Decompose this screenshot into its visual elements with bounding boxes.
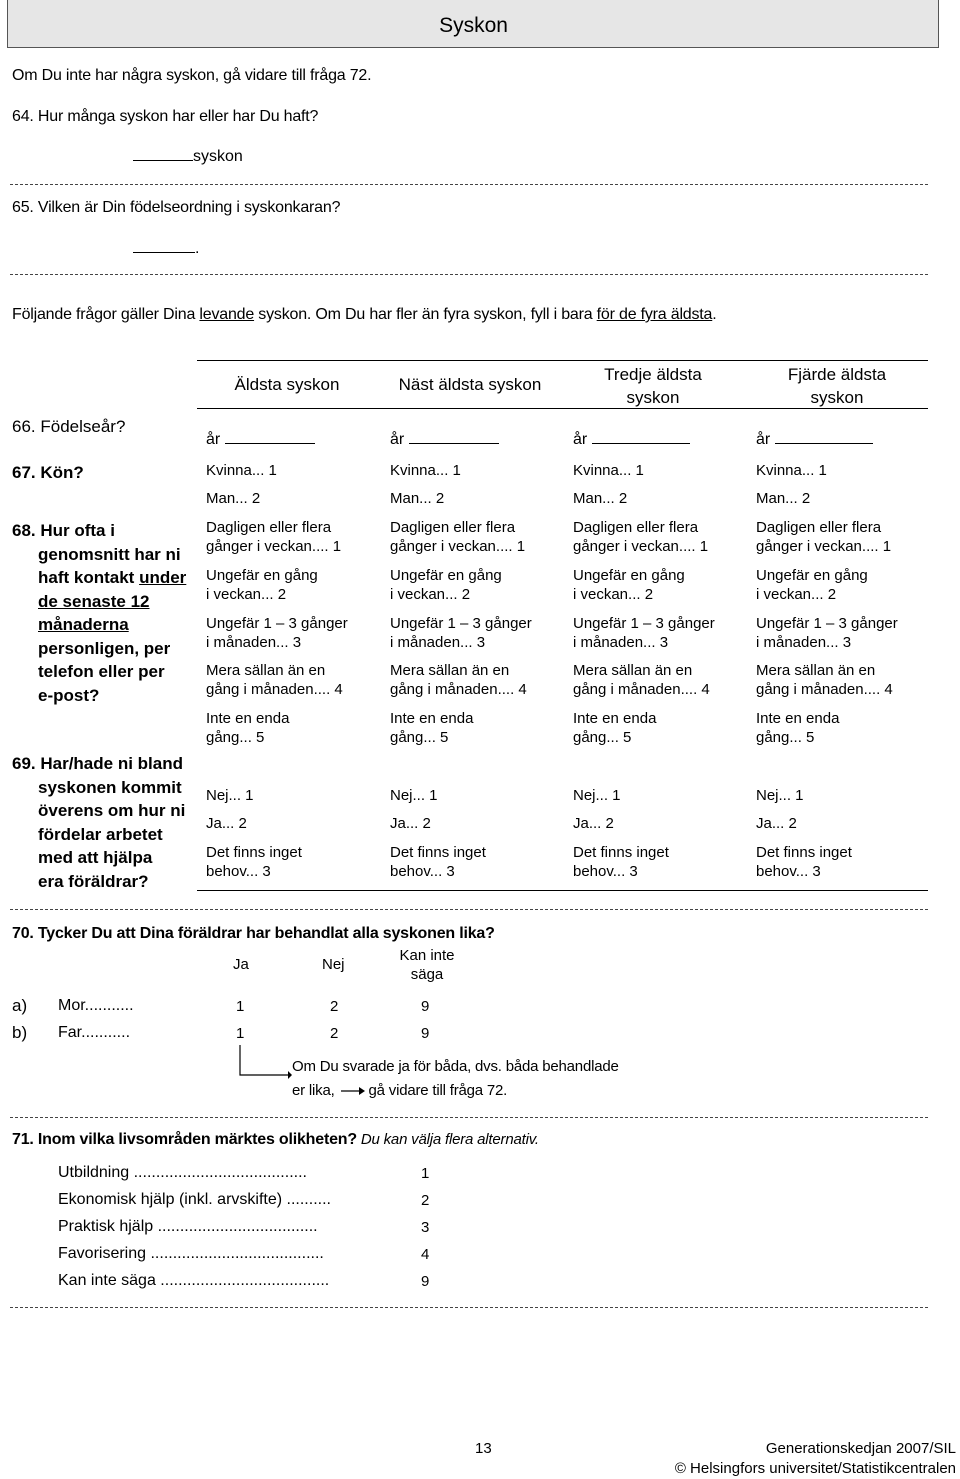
divider bbox=[10, 1307, 928, 1308]
q67-kvinna-option-1[interactable]: Kvinna... 1 bbox=[206, 462, 277, 479]
q70-row-b-label: Far........... bbox=[58, 1024, 131, 1041]
q70-col-ja: Ja bbox=[233, 956, 249, 973]
q69-option-3-col-3[interactable]: Det finns inget behov... 3 bbox=[573, 844, 669, 880]
q69-option-2-col-3[interactable]: Ja... 2 bbox=[573, 815, 614, 832]
col-head-1: Äldsta syskon bbox=[234, 375, 340, 394]
col-head-4: Fjärde äldsta syskon bbox=[787, 365, 887, 407]
q64-unit: syskon bbox=[193, 148, 243, 165]
q64-input[interactable] bbox=[133, 160, 193, 161]
q71-item-code[interactable]: 1 bbox=[421, 1165, 430, 1182]
q70-col-kan: Kan inte säga bbox=[399, 947, 455, 983]
q71-item-label: Favorisering ....................................... bbox=[58, 1245, 324, 1262]
q71-item-label: Utbildning ....................................... bbox=[58, 1164, 307, 1181]
q70-row-a-code-2[interactable]: 2 bbox=[330, 998, 339, 1015]
section-title: Syskon bbox=[439, 14, 508, 37]
q68-option-1-col-3[interactable]: Dagligen eller flera gånger i veckan.... 1 bbox=[573, 519, 709, 555]
intro-text: Om Du inte har några syskon, gå vidare till fråga 72. bbox=[12, 67, 372, 84]
q69-option-2-col-2[interactable]: Ja... 2 bbox=[390, 815, 431, 832]
q69-label: 69. Har/hade ni bland syskonen kommit överens om hur ni fördelar arbetet med att hjälpa era föräldrar? bbox=[12, 754, 186, 891]
divider bbox=[10, 184, 928, 185]
q67-label: 67. Kön? bbox=[12, 463, 84, 482]
q68-label: 68. Hur ofta i genomsnitt har ni haft kontakt under de senaste 12 månaderna personligen, per telefon eller per e-post? bbox=[12, 521, 187, 705]
table-top-rule bbox=[197, 360, 928, 361]
q67-kvinna-option-2[interactable]: Kvinna... 1 bbox=[390, 462, 461, 479]
col-head-2: Näst äldsta syskon bbox=[398, 375, 542, 394]
q65-input[interactable] bbox=[133, 252, 195, 253]
q71-item-code[interactable]: 2 bbox=[421, 1192, 430, 1209]
q68-option-5-col-4[interactable]: Inte en enda gång... 5 bbox=[756, 710, 840, 746]
q70-row-a-code-1[interactable]: 1 bbox=[236, 998, 245, 1015]
q70-row-b-code-9[interactable]: 9 bbox=[421, 1025, 430, 1042]
q68-option-1-col-2[interactable]: Dagligen eller flera gånger i veckan.... 1 bbox=[390, 519, 526, 555]
table-bottom-rule bbox=[197, 890, 928, 891]
q69-option-2-col-4[interactable]: Ja... 2 bbox=[756, 815, 797, 832]
footer-project: Generationskedjan 2007/SIL bbox=[765, 1440, 956, 1457]
q67-man-option-4[interactable]: Man... 2 bbox=[756, 490, 811, 507]
q70-note-line1: Om Du svarade ja för båda, dvs. båda behandlade bbox=[292, 1058, 619, 1075]
divider bbox=[10, 274, 928, 275]
q68-option-5-col-3[interactable]: Inte en enda gång... 5 bbox=[573, 710, 657, 746]
q71-item-code[interactable]: 9 bbox=[421, 1273, 430, 1290]
page-number: 13 bbox=[475, 1440, 492, 1457]
q68-option-4-col-3[interactable]: Mera sällan än en gång i månaden.... 4 bbox=[573, 662, 710, 698]
q68-option-4-col-4[interactable]: Mera sällan än en gång i månaden.... 4 bbox=[756, 662, 893, 698]
divider bbox=[10, 909, 928, 910]
q69-option-3-col-4[interactable]: Det finns inget behov... 3 bbox=[756, 844, 852, 880]
arrow-right-icon bbox=[339, 1086, 365, 1096]
q69-option-3-col-2[interactable]: Det finns inget behov... 3 bbox=[390, 844, 486, 880]
q71-item-label: Praktisk hjälp .................................... bbox=[58, 1218, 318, 1235]
q68-option-1-col-1[interactable]: Dagligen eller flera gånger i veckan.... 1 bbox=[206, 519, 342, 555]
q64-answer bbox=[133, 148, 243, 166]
q65-answer: . bbox=[133, 240, 199, 258]
q70-row-b-code-1[interactable]: 1 bbox=[236, 1025, 245, 1042]
q70-row-b-code-2[interactable]: 2 bbox=[330, 1025, 339, 1042]
q67-man-option-3[interactable]: Man... 2 bbox=[573, 490, 628, 507]
q68-option-3-col-1[interactable]: Ungefär 1 – 3 gånger i månaden... 3 bbox=[206, 615, 348, 651]
q70-text: 70. Tycker Du att Dina föräldrar har behandlat alla syskonen lika? bbox=[12, 925, 495, 942]
q69-option-1-col-3[interactable]: Nej... 1 bbox=[573, 787, 621, 804]
q66-year-field-1[interactable]: år bbox=[206, 431, 315, 449]
q68-option-5-col-2[interactable]: Inte en enda gång... 5 bbox=[390, 710, 474, 746]
q69-option-1-col-1[interactable]: Nej... 1 bbox=[206, 787, 254, 804]
q67-man-option-1[interactable]: Man... 2 bbox=[206, 490, 261, 507]
q68-option-2-col-2[interactable]: Ungefär en gång i veckan... 2 bbox=[390, 567, 502, 603]
q68-option-2-col-4[interactable]: Ungefär en gång i veckan... 2 bbox=[756, 567, 868, 603]
q68-option-2-col-1[interactable]: Ungefär en gång i veckan... 2 bbox=[206, 567, 318, 603]
q66-year-field-2[interactable]: år bbox=[390, 431, 499, 449]
q67-kvinna-option-3[interactable]: Kvinna... 1 bbox=[573, 462, 644, 479]
q68-option-3-col-4[interactable]: Ungefär 1 – 3 gånger i månaden... 3 bbox=[756, 615, 898, 651]
q70-row-a-label: Mor........... bbox=[58, 997, 134, 1014]
q71-text: 71. Inom vilka livsområden märktes olikheten? Du kan välja flera alternativ. bbox=[12, 1131, 539, 1148]
q67-man-option-2[interactable]: Man... 2 bbox=[390, 490, 445, 507]
q66-year-field-3[interactable]: år bbox=[573, 431, 690, 449]
q66-year-field-4[interactable]: år bbox=[756, 431, 873, 449]
q69-option-3-col-1[interactable]: Det finns inget behov... 3 bbox=[206, 844, 302, 880]
q68-option-3-col-3[interactable]: Ungefär 1 – 3 gånger i månaden... 3 bbox=[573, 615, 715, 651]
skip-arrow-icon bbox=[232, 1045, 292, 1079]
q68-option-3-col-2[interactable]: Ungefär 1 – 3 gånger i månaden... 3 bbox=[390, 615, 532, 651]
q68-option-4-col-1[interactable]: Mera sällan än en gång i månaden.... 4 bbox=[206, 662, 343, 698]
q70-col-nej: Nej bbox=[322, 956, 345, 973]
col-head-3: Tredje äldsta syskon bbox=[604, 365, 702, 407]
q65-text: 65. Vilken är Din födelseordning i syskonkaran? bbox=[12, 199, 341, 216]
q67-kvinna-option-4[interactable]: Kvinna... 1 bbox=[756, 462, 827, 479]
q68-option-1-col-4[interactable]: Dagligen eller flera gånger i veckan.... 1 bbox=[756, 519, 892, 555]
q69-option-1-col-4[interactable]: Nej... 1 bbox=[756, 787, 804, 804]
q69-option-2-col-1[interactable]: Ja... 2 bbox=[206, 815, 247, 832]
divider bbox=[10, 1117, 928, 1118]
q68-option-4-col-2[interactable]: Mera sällan än en gång i månaden.... 4 bbox=[390, 662, 527, 698]
q69-option-1-col-2[interactable]: Nej... 1 bbox=[390, 787, 438, 804]
footer-copyright: © Helsingfors universitet/Statistikcentralen bbox=[674, 1460, 956, 1477]
q64-text: 64. Hur många syskon har eller har Du haft? bbox=[12, 108, 319, 125]
q68-option-5-col-1[interactable]: Inte en enda gång... 5 bbox=[206, 710, 290, 746]
following-instruction: Följande frågor gäller Dina levande syskon. Om Du har fler än fyra syskon, fyll i bara för de fyra äldsta. bbox=[12, 306, 717, 323]
section-header bbox=[7, 0, 939, 48]
q70-row-a-code-9[interactable]: 9 bbox=[421, 998, 430, 1015]
q71-item-code[interactable]: 4 bbox=[421, 1246, 430, 1263]
q71-item-label: Kan inte säga ...................................... bbox=[58, 1272, 330, 1289]
q70-row-b-letter: b) bbox=[12, 1023, 28, 1042]
q70-row-a-letter: a) bbox=[12, 996, 28, 1015]
q66-label: 66. Födelseår? bbox=[12, 417, 126, 436]
q71-item-label: Ekonomisk hjälp (inkl. arvskifte) .......... bbox=[58, 1191, 331, 1208]
q68-option-2-col-3[interactable]: Ungefär en gång i veckan... 2 bbox=[573, 567, 685, 603]
q70-note-line2: er lika, gå vidare till fråga 72. bbox=[292, 1082, 508, 1099]
q71-item-code[interactable]: 3 bbox=[421, 1219, 430, 1236]
